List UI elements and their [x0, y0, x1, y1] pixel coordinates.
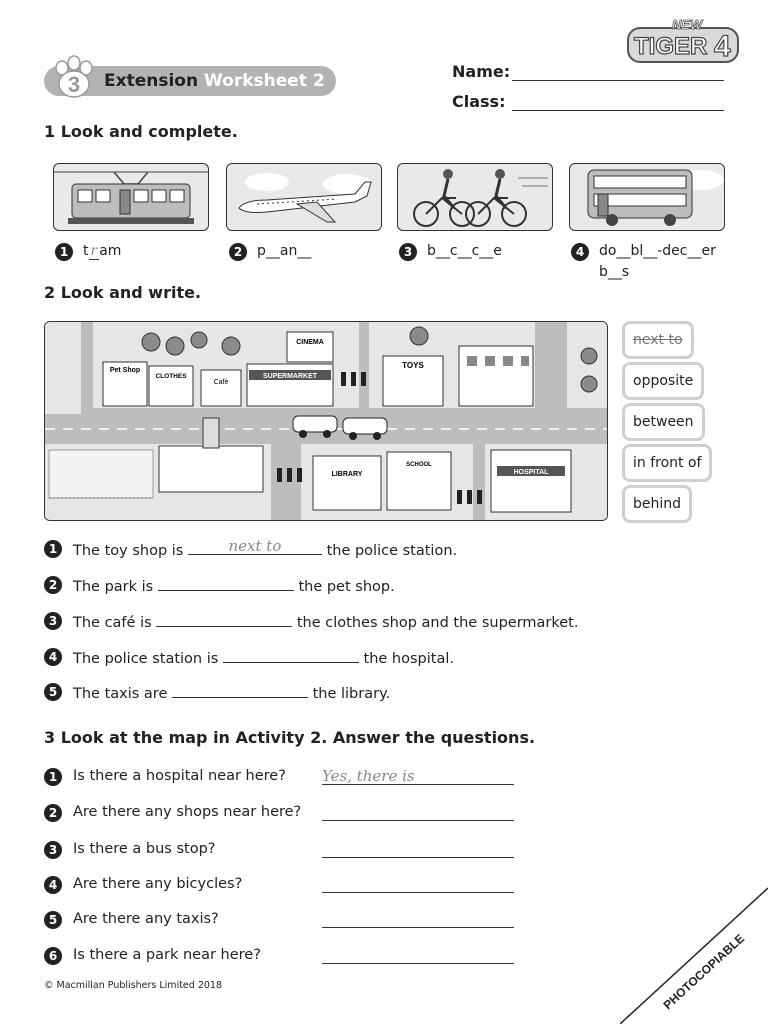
sentence-2: The park is the pet shop.	[73, 576, 395, 595]
map-label-library: LIBRARY	[331, 471, 363, 478]
copyright: © Macmillan Publishers Limited 2018	[44, 980, 222, 991]
title-extension: Extension	[104, 71, 199, 91]
map-label-pet-shop: Pet Shop	[109, 367, 141, 374]
word-between[interactable]: between	[622, 403, 705, 441]
unit-number: 3	[67, 72, 81, 97]
question-1: Is there a hospital near here?	[73, 768, 286, 784]
class-field[interactable]	[512, 110, 724, 111]
plane-word-blank[interactable]: p__an__	[257, 243, 312, 259]
question-number: 4	[44, 876, 62, 894]
map-label-supermarket: SUPERMARKET	[262, 373, 318, 380]
question-5: Are there any taxis?	[73, 911, 219, 927]
class-label: Class:	[452, 92, 506, 111]
town-map	[44, 321, 608, 521]
question-number: 5	[44, 911, 62, 929]
item-number: 3	[399, 243, 417, 261]
title-worksheet: Worksheet 2	[204, 71, 325, 91]
sentence-number: 2	[44, 576, 62, 594]
handwritten-answer: Yes, there is	[322, 767, 415, 785]
logo-new: NEW	[672, 17, 703, 32]
logo-number: 4	[714, 30, 731, 63]
sentence-5: The taxis are the library.	[73, 683, 390, 702]
handwritten-answer: next to	[228, 537, 282, 555]
tram-picture	[53, 163, 209, 231]
answer-blank[interactable]	[188, 537, 322, 555]
name-label: Name:	[452, 62, 511, 81]
activity3-heading: 3 Look at the map in Activity 2. Answer the questions.	[44, 728, 536, 747]
answer-blank[interactable]	[156, 612, 292, 627]
answer-line[interactable]	[322, 911, 514, 928]
answer-line[interactable]	[322, 804, 514, 821]
map-label-clothes: CLOTHES	[155, 373, 187, 380]
word-opposite[interactable]: opposite	[622, 362, 704, 400]
photocopiable-label: PHOTOCOPIABLE	[660, 931, 748, 1013]
bicycle-word-blank[interactable]: b__c__c__e	[427, 243, 502, 259]
handwritten-letter: r	[90, 243, 98, 259]
paw-icon	[52, 54, 98, 100]
sentence-4: The police station is the hospital.	[73, 648, 454, 667]
sentence-number: 1	[44, 540, 62, 558]
sentence-number: 5	[44, 683, 62, 701]
activity2-heading: 2 Look and write.	[44, 283, 202, 302]
answer-line[interactable]	[322, 876, 514, 893]
activity1-heading: 1 Look and complete.	[44, 122, 238, 141]
question-3: Is there a bus stop?	[73, 841, 216, 857]
new-tiger-4-logo	[624, 14, 742, 66]
word-next-to[interactable]: next to	[622, 321, 694, 359]
answer-line[interactable]	[322, 768, 514, 785]
map-label-hospital: HOSPITAL	[513, 469, 549, 476]
worksheet-title	[104, 71, 325, 91]
logo-tiger: TIGER	[634, 33, 708, 60]
question-2: Are there any shops near here?	[73, 804, 302, 820]
map-label-cafe: Café	[213, 379, 229, 386]
item-number: 1	[55, 243, 73, 261]
map-label-toys: TOYS	[402, 361, 424, 370]
answer-blank[interactable]	[223, 648, 359, 663]
photocopiable-corner	[620, 880, 768, 1024]
word-in-front-of[interactable]: in front of	[622, 444, 712, 482]
question-number: 6	[44, 947, 62, 965]
map-label-cinema: CINEMA	[296, 339, 324, 346]
name-field[interactable]	[512, 80, 724, 81]
bus-word-blank[interactable]: do__bl__-dec__er	[599, 243, 716, 259]
item-number: 2	[229, 243, 247, 261]
answer-line[interactable]	[322, 947, 514, 964]
question-number: 1	[44, 768, 62, 786]
sentence-number: 4	[44, 648, 62, 666]
bus-picture	[569, 163, 725, 231]
sentence-number: 3	[44, 612, 62, 630]
tram-word: t r am	[83, 243, 122, 259]
answer-line[interactable]	[322, 841, 514, 858]
item-number: 4	[571, 243, 589, 261]
answer-blank[interactable]	[172, 683, 308, 698]
question-number: 2	[44, 804, 62, 822]
word-behind[interactable]: behind	[622, 485, 692, 523]
bus-word-blank-line2[interactable]: b__s	[599, 264, 630, 280]
sentence-3: The café is the clothes shop and the supermarket.	[73, 612, 578, 631]
map-label-school: SCHOOL	[406, 462, 432, 468]
question-6: Is there a park near here?	[73, 947, 261, 963]
question-number: 3	[44, 841, 62, 859]
plane-picture	[226, 163, 382, 231]
sentence-1: The toy shop is next to the police station.	[73, 537, 458, 559]
answer-blank[interactable]	[158, 576, 294, 591]
question-4: Are there any bicycles?	[73, 876, 243, 892]
bicycle-picture	[397, 163, 553, 231]
